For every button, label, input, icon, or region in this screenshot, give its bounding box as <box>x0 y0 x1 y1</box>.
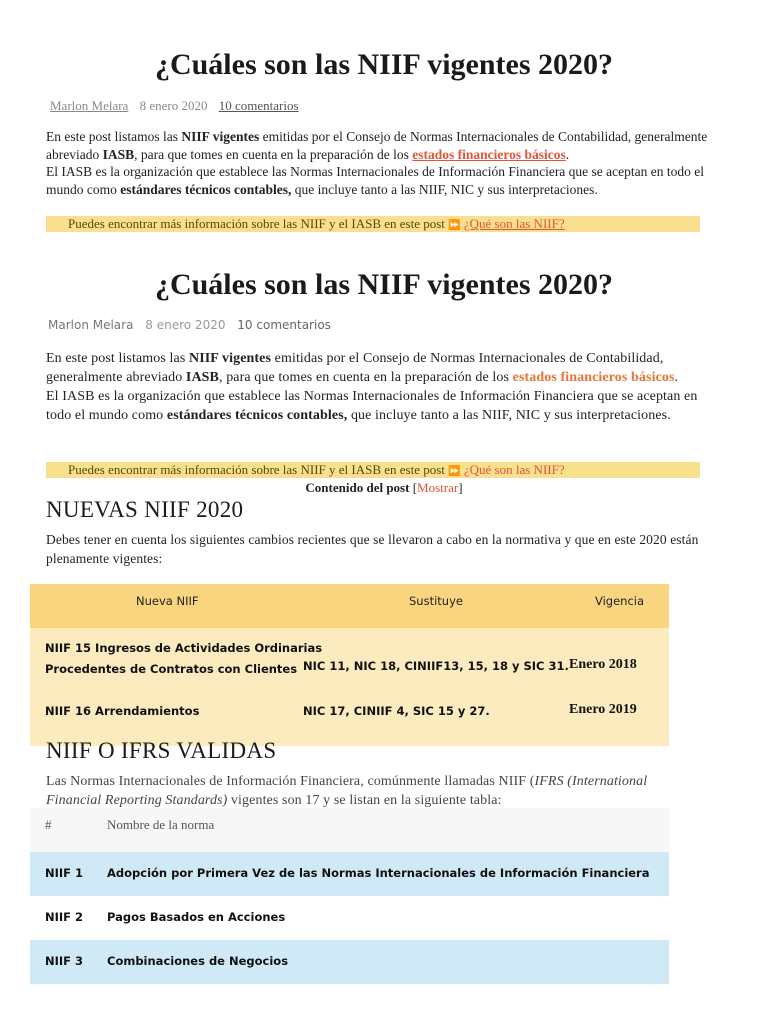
new-niif-table <box>30 584 669 746</box>
section-heading-validas: NIIF O IFRS VALIDAS <box>46 738 277 763</box>
author-link[interactable]: Marlon Melara <box>48 318 134 332</box>
column-header: Sustituye <box>409 594 463 608</box>
section-intro-nuevas: Debes tener en cuenta los siguientes cambios recientes que se llevaron a cabo en la normativa y que en este 2020 están plenamente vigentes: <box>46 532 699 566</box>
financial-statements-link[interactable]: estados financieros básicos <box>412 146 566 162</box>
section-heading-nuevas: NUEVAS NIIF 2020 <box>46 497 244 522</box>
fast-forward-icon: ⏩ <box>448 220 461 231</box>
post-date: 8 enero 2020 <box>139 98 208 113</box>
toc-toggle-link[interactable]: Mostrar <box>417 480 459 495</box>
table-row <box>30 940 669 984</box>
post-intro-paragraph-2: En este post listamos las NIIF vigentes emitidas por el Consejo de Normas Internacionales de Contabilidad, generalmente abreviado IASB, para que tomes en cuenta en la preparación de los estados financieros básicos. El IASB es la organización que establece las Normas Internacionales de Información Financiera que se aceptan en todo el mundo como estándares técnicos contables, que incluye tanto a las NIIF, NIC y sus interpretaciones. <box>46 351 698 423</box>
column-header: Nueva NIIF <box>136 594 199 608</box>
row-name: Adopción por Primera Vez de las Normas Internacionales de Información Financiera <box>107 866 650 880</box>
row-number: NIIF 2 <box>45 910 84 924</box>
table-cell-sustituye: NIC 17, CINIIF 4, SIC 15 y 27. <box>303 704 490 718</box>
what-are-niif-link[interactable]: ¿Qué son las NIIF? <box>463 216 565 231</box>
post-intro-paragraph-1: En este post listamos las NIIF vigentes emitidas por el Consejo de Normas Internacionales de Contabilidad, generalmente abreviado IASB, para que tomes en cuenta en la preparación de los estados financieros básicos. El IASB es la organización que establece las Normas Internacionales de Información Financiera que se aceptan en todo el mundo como estándares técnicos contables, que incluye tanto a las NIIF, NIC y sus interpretaciones. <box>46 129 708 197</box>
column-header: # <box>45 817 52 832</box>
info-notice-1: Puedes encontrar más información sobre las NIIF y el IASB en este post ⏩ ¿Qué son las NIIF? <box>46 216 700 232</box>
section-intro-validas: Las Normas Internacionales de Información Financiera, comúnmente llamadas NIIF (IFRS (International Financial Reporting Standards) vigentes son 17 y se listan en la siguiente tabla: <box>46 774 648 808</box>
author-link[interactable]: Marlon Melara <box>50 98 129 113</box>
post-title-2: ¿Cuáles son las NIIF vigentes 2020? <box>154 268 614 301</box>
financial-statements-link[interactable]: estados financieros básicos <box>512 370 675 385</box>
comments-link[interactable]: 10 comentarios <box>218 98 299 113</box>
row-name: Combinaciones de Negocios <box>107 954 289 968</box>
what-are-niif-link[interactable]: ¿Qué son las NIIF? <box>463 462 565 477</box>
info-notice-2: Puedes encontrar más información sobre las NIIF y el IASB en este post ⏩ ¿Qué son las NIIF? <box>46 462 700 478</box>
table-cell-niif: NIIF 15 Ingresos de Actividades Ordinarias Procedentes de Contratos con Clientes <box>45 641 323 676</box>
table-of-contents: Contenido del post [Mostrar] <box>305 480 463 495</box>
column-header: Nombre de la norma <box>107 817 215 832</box>
post-meta-2 <box>48 318 331 332</box>
table-cell-vigencia: Enero 2018 <box>569 657 637 672</box>
valid-niif-table <box>30 808 669 984</box>
table-cell-sustituye: NIC 11, NIC 18, CINIIF13, 15, 18 y SIC 31. <box>303 659 569 673</box>
table-header <box>30 584 669 628</box>
comments-link[interactable]: 10 comentarios <box>237 318 331 332</box>
table-body <box>30 628 669 746</box>
fast-forward-icon: ⏩ <box>448 466 461 477</box>
row-number: NIIF 1 <box>45 866 84 880</box>
table-cell-vigencia: Enero 2019 <box>569 702 637 717</box>
table-row <box>30 896 669 940</box>
post-meta-1 <box>50 98 299 114</box>
table-row <box>30 852 669 896</box>
post-title-1: ¿Cuáles son las NIIF vigentes 2020? <box>154 48 614 81</box>
post-date: 8 enero 2020 <box>145 318 226 332</box>
column-header: Vigencia <box>595 594 645 608</box>
row-name: Pagos Basados en Acciones <box>107 910 286 924</box>
row-number: NIIF 3 <box>45 954 84 968</box>
table-header <box>30 808 669 852</box>
table-cell-niif: NIIF 16 Arrendamientos <box>45 704 200 718</box>
